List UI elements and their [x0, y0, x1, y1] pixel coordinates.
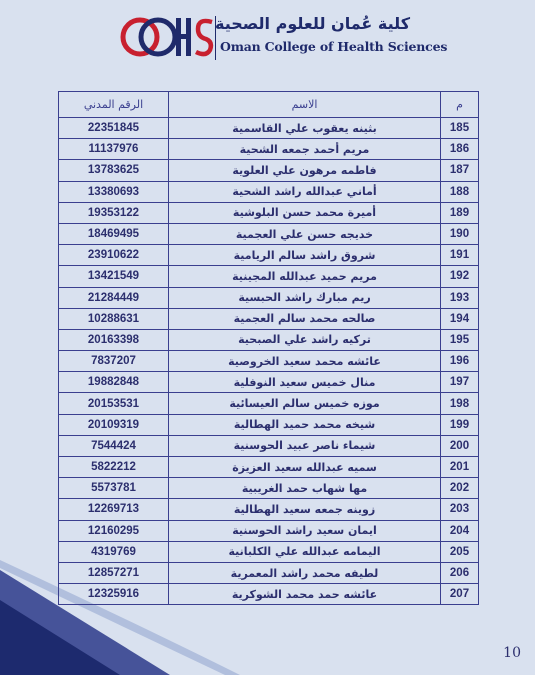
civil-id: 12325916	[59, 584, 169, 605]
college-logo	[120, 12, 448, 70]
row-number: 190	[441, 223, 479, 244]
student-name: اليمامه عبدالله علي الكلبانية	[169, 541, 441, 562]
civil-id: 19353122	[59, 202, 169, 223]
student-name: مها شهاب حمد الغريبية	[169, 478, 441, 499]
civil-id: 12857271	[59, 562, 169, 583]
table-row	[59, 414, 479, 435]
student-name: سميه عبدالله سعيد العزيزة	[169, 457, 441, 478]
table-row	[59, 329, 479, 350]
table-row	[59, 372, 479, 393]
student-name: مريم أحمد جمعه الشحية	[169, 139, 441, 160]
table-row	[59, 223, 479, 244]
college-name-arabic: كلية عُمان للعلوم الصحية	[215, 14, 410, 33]
civil-id: 12269713	[59, 499, 169, 520]
table-row	[59, 266, 479, 287]
row-number: 198	[441, 393, 479, 414]
row-number: 196	[441, 351, 479, 372]
table-header-row	[59, 92, 479, 118]
column-header-number: م	[441, 92, 479, 118]
civil-id: 21284449	[59, 287, 169, 308]
row-number: 187	[441, 160, 479, 181]
civil-id: 20153531	[59, 393, 169, 414]
college-name-english: Oman College of Health Sciences	[220, 39, 448, 54]
column-header-civil-id: الرقم المدني	[59, 92, 169, 118]
college-monogram-icon	[120, 12, 215, 64]
table-row	[59, 202, 479, 223]
row-number: 192	[441, 266, 479, 287]
table-row	[59, 541, 479, 562]
student-name: أميرة محمد حسن البلوشية	[169, 202, 441, 223]
civil-id: 13380693	[59, 181, 169, 202]
row-number: 188	[441, 181, 479, 202]
civil-id: 5573781	[59, 478, 169, 499]
student-name: ايمان سعيد راشد الحوسنية	[169, 520, 441, 541]
civil-id: 19882848	[59, 372, 169, 393]
row-number: 194	[441, 308, 479, 329]
student-name: ريم مبارك راشد الحبسية	[169, 287, 441, 308]
table-row	[59, 584, 479, 605]
student-table	[58, 91, 479, 605]
student-name: شروق راشد سالم الريامية	[169, 245, 441, 266]
page-number: 10	[503, 645, 521, 661]
row-number: 186	[441, 139, 479, 160]
student-name: فاطمه مرهون علي العلوية	[169, 160, 441, 181]
table-row	[59, 287, 479, 308]
row-number: 205	[441, 541, 479, 562]
table-row	[59, 393, 479, 414]
civil-id: 20163398	[59, 329, 169, 350]
student-name: صالحه محمد سالم العجمية	[169, 308, 441, 329]
civil-id: 12160295	[59, 520, 169, 541]
student-name: عائشه محمد سعيد الخروصية	[169, 351, 441, 372]
row-number: 200	[441, 435, 479, 456]
student-name: أماني عبدالله راشد الشحية	[169, 181, 441, 202]
student-name: زوينه جمعه سعيد الهطالية	[169, 499, 441, 520]
table-row	[59, 499, 479, 520]
civil-id: 18469495	[59, 223, 169, 244]
row-number: 204	[441, 520, 479, 541]
civil-id: 11137976	[59, 139, 169, 160]
table-row	[59, 435, 479, 456]
student-name: موزه خميس سالم العيسائية	[169, 393, 441, 414]
row-number: 189	[441, 202, 479, 223]
row-number: 203	[441, 499, 479, 520]
student-name: مريم حميد عبدالله المجينية	[169, 266, 441, 287]
student-name: بثينه يعقوب علي القاسمية	[169, 118, 441, 139]
student-name: عائشه حمد محمد الشوكرية	[169, 584, 441, 605]
civil-id: 23910622	[59, 245, 169, 266]
civil-id: 13421549	[59, 266, 169, 287]
table-row	[59, 160, 479, 181]
row-number: 185	[441, 118, 479, 139]
table-row	[59, 351, 479, 372]
table-row	[59, 478, 479, 499]
civil-id: 5822212	[59, 457, 169, 478]
table-row	[59, 562, 479, 583]
row-number: 202	[441, 478, 479, 499]
civil-id: 13783625	[59, 160, 169, 181]
student-name: شيخه محمد حميد الهطالية	[169, 414, 441, 435]
table-row	[59, 139, 479, 160]
row-number: 195	[441, 329, 479, 350]
row-number: 207	[441, 584, 479, 605]
table-row	[59, 181, 479, 202]
table-body	[59, 118, 479, 605]
row-number: 191	[441, 245, 479, 266]
student-name: منال خميس سعيد النوفلية	[169, 372, 441, 393]
table-row	[59, 245, 479, 266]
row-number: 197	[441, 372, 479, 393]
table-row	[59, 520, 479, 541]
civil-id: 10288631	[59, 308, 169, 329]
column-header-name: الاسم	[169, 92, 441, 118]
civil-id: 20109319	[59, 414, 169, 435]
row-number: 199	[441, 414, 479, 435]
student-name: خديجه حسن علي العجمية	[169, 223, 441, 244]
table-row	[59, 118, 479, 139]
civil-id: 22351845	[59, 118, 169, 139]
student-name: تركيه راشد علي الصبحية	[169, 329, 441, 350]
civil-id: 7544424	[59, 435, 169, 456]
row-number: 193	[441, 287, 479, 308]
row-number: 201	[441, 457, 479, 478]
row-number: 206	[441, 562, 479, 583]
civil-id: 7837207	[59, 351, 169, 372]
student-name: لطيفه محمد راشد المعمرية	[169, 562, 441, 583]
student-name: شيماء ناصر عبيد الحوسنية	[169, 435, 441, 456]
table-row	[59, 308, 479, 329]
civil-id: 4319769	[59, 541, 169, 562]
table-row	[59, 457, 479, 478]
